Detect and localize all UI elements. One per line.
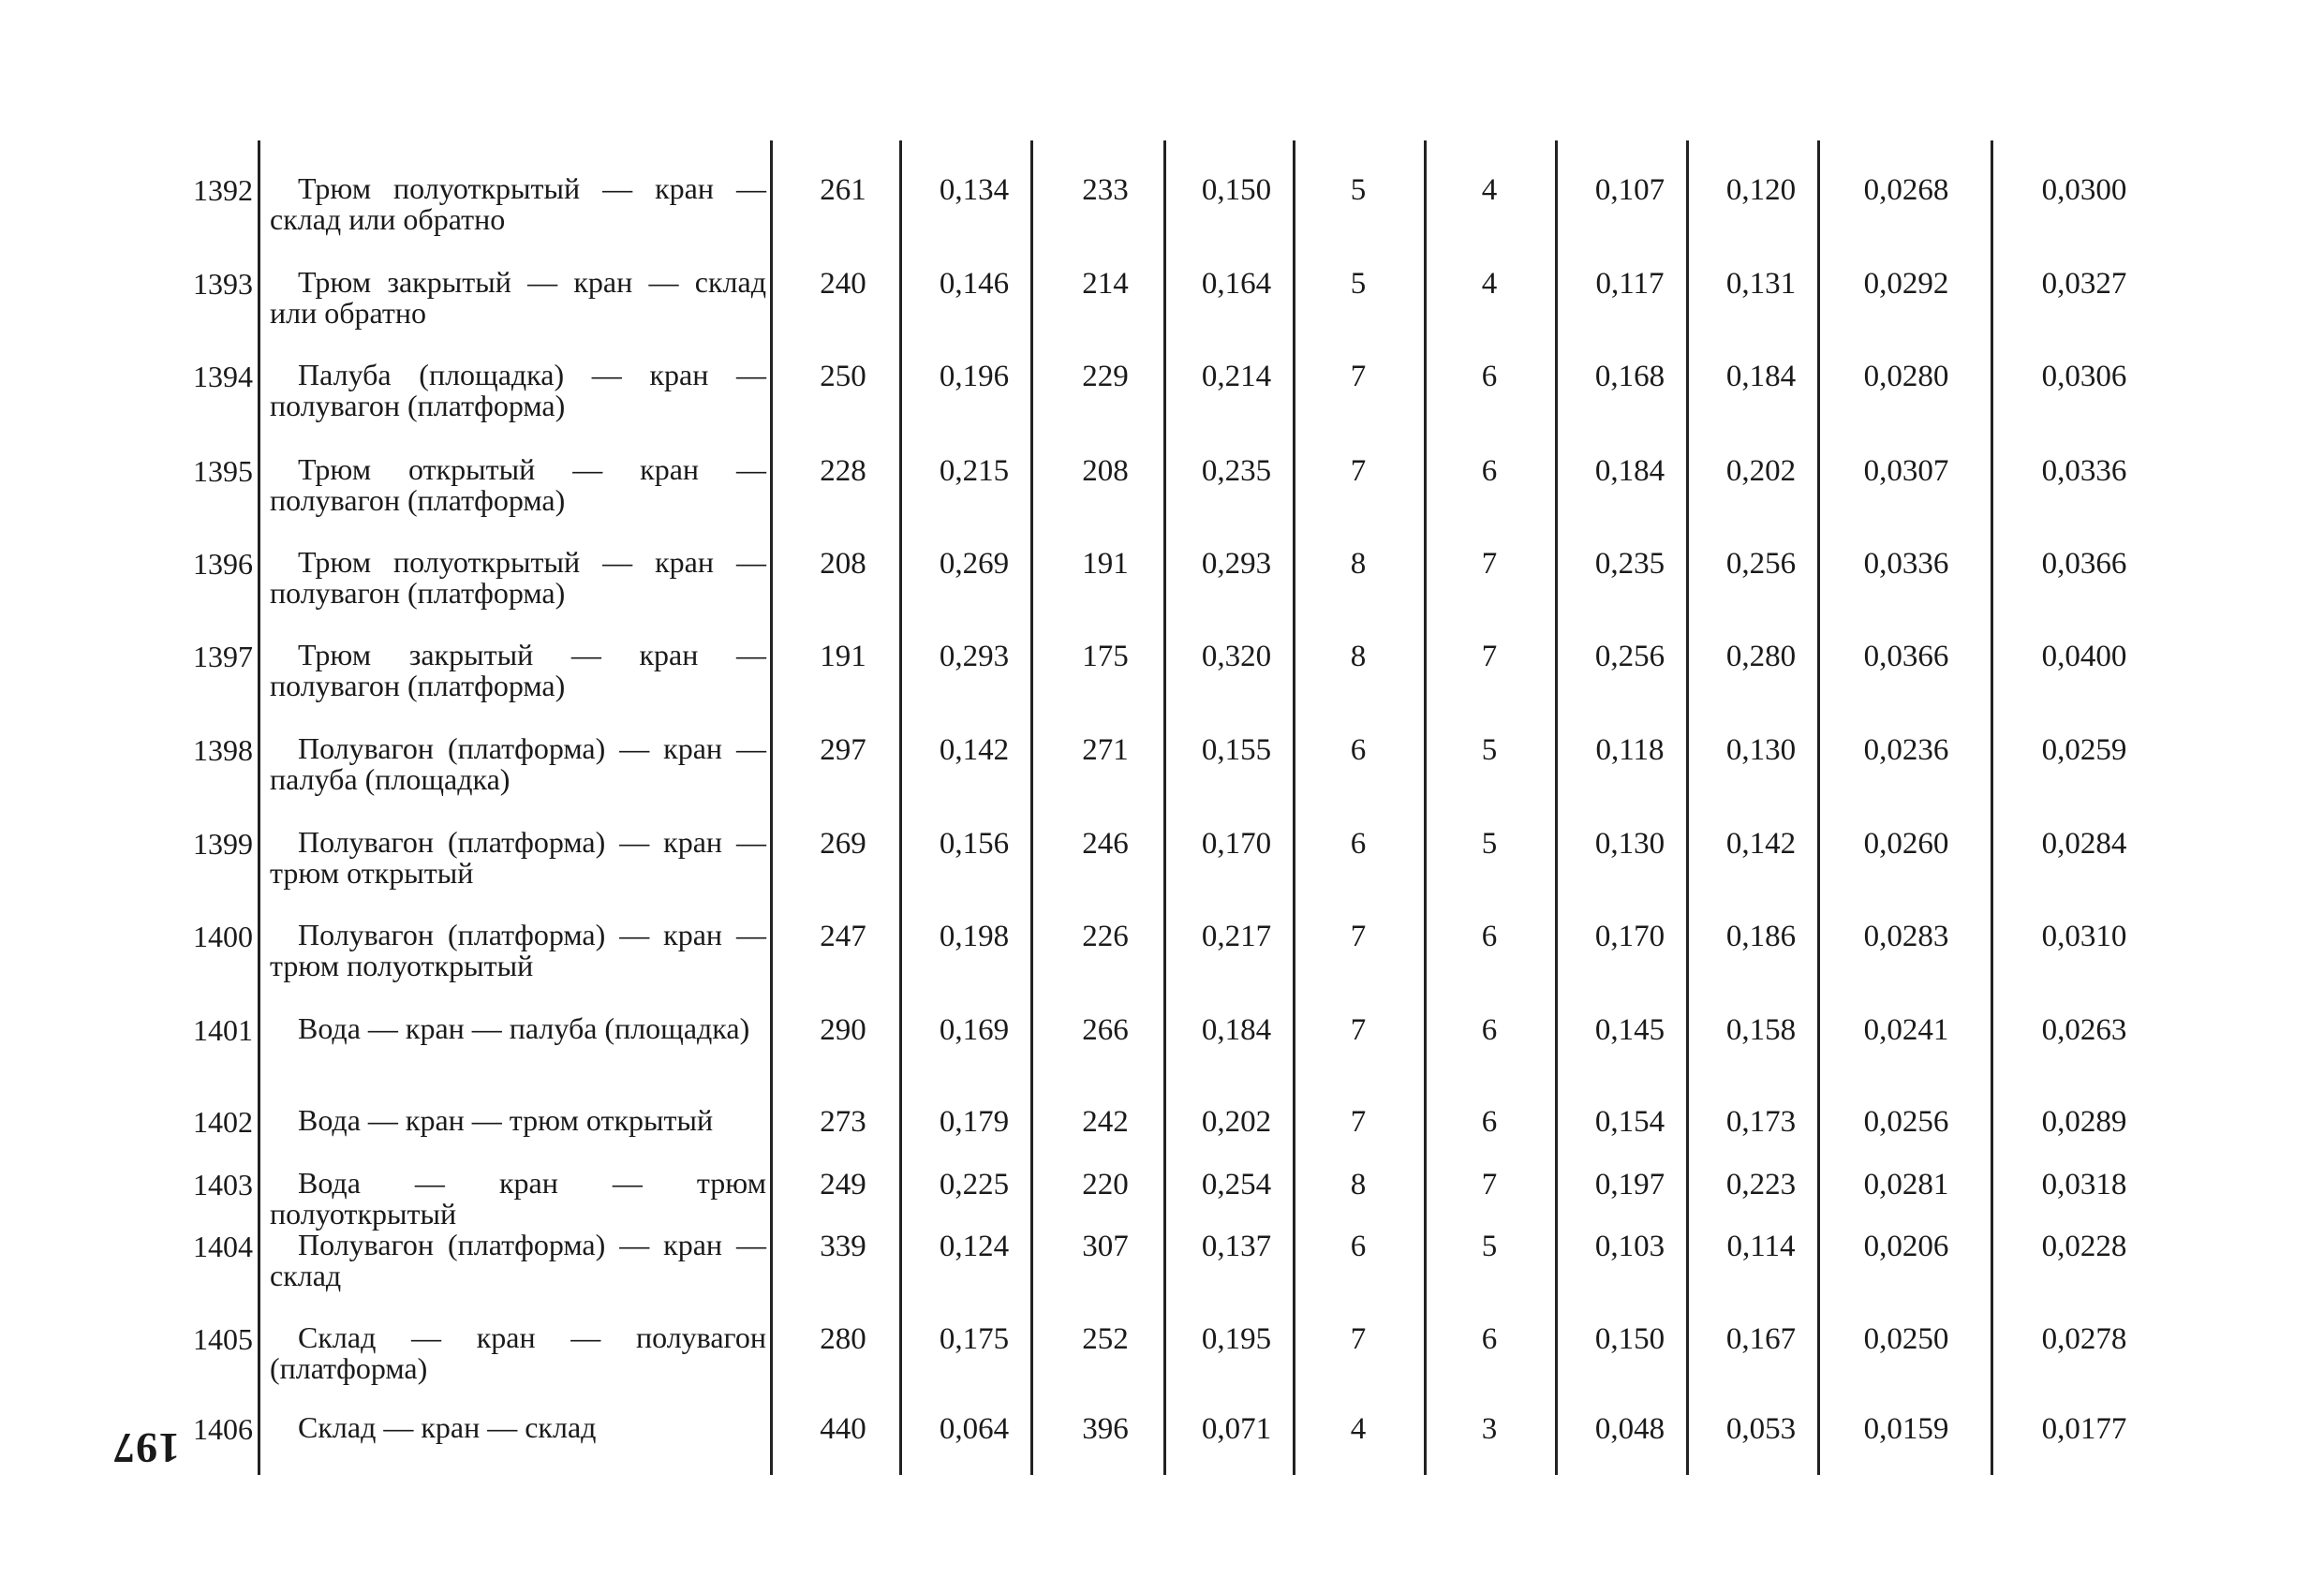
row-value-col-4: 0,150 (1201, 173, 1272, 207)
row-value-col-1: 280 (820, 1322, 866, 1356)
row-value-col-2: 0,142 (939, 733, 1010, 767)
row-description: Вода — кран — палуба (площадка) (298, 1011, 750, 1045)
row-value-col-6: 4 (1481, 173, 1498, 207)
row-value-col-10: 0,0300 (2041, 173, 2127, 207)
row-value-col-7: 0,118 (1595, 733, 1665, 767)
row-value-col-8: 0,173 (1725, 1105, 1797, 1139)
row-value-col-8: 0,184 (1725, 360, 1797, 393)
row-value-col-8: 0,223 (1725, 1168, 1797, 1201)
row-description: Полувагон (платформа) — кран — трюм открытый (270, 825, 766, 890)
row-value-col-9: 0,0268 (1863, 173, 1949, 207)
row-value-col-10: 0,0278 (2041, 1322, 2127, 1356)
row-value-col-8: 0,256 (1725, 547, 1797, 581)
row-value-col-10: 0,0284 (2041, 827, 2127, 861)
row-value-col-1: 261 (820, 173, 866, 207)
row-code: 1403 (193, 1168, 253, 1201)
row-code: 1400 (193, 920, 253, 953)
row-value-col-3: 208 (1082, 454, 1129, 488)
row-value-col-4: 0,214 (1201, 360, 1272, 393)
row-value-col-4: 0,320 (1201, 640, 1272, 673)
row-value-col-6: 3 (1481, 1412, 1498, 1446)
row-value-col-1: 269 (820, 827, 866, 861)
row-value-col-8: 0,053 (1725, 1412, 1797, 1446)
row-value-col-6: 5 (1481, 733, 1498, 767)
row-value-col-5: 7 (1350, 454, 1367, 488)
row-value-col-3: 220 (1082, 1168, 1129, 1201)
row-description: Вода — кран — трюм полуоткрытый (270, 1166, 766, 1231)
row-value-col-5: 8 (1350, 547, 1367, 581)
row-value-col-8: 0,120 (1725, 173, 1797, 207)
row-value-col-3: 266 (1082, 1013, 1129, 1047)
row-value-col-6: 4 (1481, 267, 1498, 301)
row-value-col-7: 0,235 (1594, 547, 1665, 581)
row-value-col-3: 396 (1082, 1412, 1129, 1446)
row-value-col-4: 0,164 (1201, 267, 1272, 301)
row-value-col-3: 191 (1082, 547, 1129, 581)
table-row (0, 1412, 2324, 1496)
row-value-col-5: 6 (1350, 827, 1367, 861)
row-code: 1404 (193, 1230, 253, 1263)
row-value-col-7: 0,184 (1594, 454, 1665, 488)
row-value-col-1: 273 (820, 1105, 866, 1139)
row-value-col-2: 0,175 (939, 1322, 1010, 1356)
row-value-col-9: 0,0292 (1863, 267, 1949, 301)
row-code: 1399 (193, 827, 253, 861)
row-code: 1405 (193, 1322, 253, 1356)
row-value-col-4: 0,254 (1201, 1168, 1272, 1201)
row-value-col-2: 0,134 (939, 173, 1010, 207)
row-value-col-7: 0,117 (1595, 267, 1665, 301)
row-code: 1398 (193, 733, 253, 767)
row-value-col-6: 7 (1481, 547, 1498, 581)
table-row (0, 173, 2324, 258)
row-value-col-6: 6 (1481, 1105, 1498, 1139)
table-row (0, 1013, 2324, 1098)
row-value-col-8: 0,167 (1725, 1322, 1797, 1356)
row-value-col-2: 0,198 (939, 920, 1010, 953)
table-row (0, 360, 2324, 444)
row-description: Вода — кран — трюм открытый (298, 1103, 714, 1137)
row-value-col-7: 0,048 (1594, 1412, 1665, 1446)
row-value-col-3: 307 (1082, 1230, 1129, 1263)
row-description: Трюм закрытый — кран — склад или обратно (270, 265, 766, 330)
row-value-col-5: 4 (1350, 1412, 1367, 1446)
row-value-col-6: 6 (1481, 454, 1498, 488)
row-value-col-7: 0,168 (1594, 360, 1665, 393)
row-value-col-2: 0,269 (939, 547, 1010, 581)
row-value-col-7: 0,154 (1594, 1105, 1665, 1139)
row-value-col-5: 6 (1350, 1230, 1367, 1263)
row-value-col-9: 0,0206 (1863, 1230, 1949, 1263)
row-value-col-2: 0,064 (939, 1412, 1010, 1446)
row-value-col-2: 0,196 (939, 360, 1010, 393)
row-code: 1394 (193, 360, 253, 393)
row-value-col-7: 0,197 (1594, 1168, 1665, 1201)
row-value-col-10: 0,0366 (2041, 547, 2127, 581)
row-value-col-9: 0,0283 (1863, 920, 1949, 953)
table-row (0, 1322, 2324, 1407)
row-value-col-4: 0,202 (1201, 1105, 1272, 1139)
row-description: Склад — кран — полувагон (платформа) (270, 1320, 766, 1385)
row-value-col-4: 0,155 (1201, 733, 1272, 767)
row-value-col-2: 0,146 (939, 267, 1010, 301)
row-value-col-9: 0,0281 (1863, 1168, 1949, 1201)
table-row (0, 733, 2324, 818)
row-value-col-4: 0,235 (1201, 454, 1272, 488)
row-value-col-8: 0,142 (1725, 827, 1797, 861)
row-value-col-2: 0,179 (939, 1105, 1010, 1139)
row-value-col-9: 0,0336 (1863, 547, 1949, 581)
row-value-col-10: 0,0336 (2041, 454, 2127, 488)
row-value-col-9: 0,0307 (1863, 454, 1949, 488)
row-value-col-3: 229 (1082, 360, 1129, 393)
row-value-col-1: 247 (820, 920, 866, 953)
row-value-col-8: 0,130 (1725, 733, 1797, 767)
row-value-col-4: 0,071 (1201, 1412, 1272, 1446)
row-value-col-1: 339 (820, 1230, 866, 1263)
row-value-col-9: 0,0159 (1863, 1412, 1949, 1446)
row-value-col-2: 0,169 (939, 1013, 1010, 1047)
row-code: 1396 (193, 547, 253, 581)
row-value-col-7: 0,256 (1594, 640, 1665, 673)
row-value-col-9: 0,0250 (1863, 1322, 1949, 1356)
row-value-col-5: 5 (1350, 267, 1367, 301)
row-description: Полувагон (платформа) — кран — палуба (площадка) (270, 731, 766, 796)
row-value-col-1: 208 (820, 547, 866, 581)
row-value-col-1: 250 (820, 360, 866, 393)
row-value-col-7: 0,170 (1594, 920, 1665, 953)
row-value-col-1: 297 (820, 733, 866, 767)
row-value-col-8: 0,186 (1725, 920, 1797, 953)
row-description: Трюм открытый — кран — полувагон (платформа) (270, 452, 766, 517)
row-value-col-3: 252 (1082, 1322, 1129, 1356)
row-value-col-6: 6 (1481, 920, 1498, 953)
row-value-col-1: 191 (820, 640, 866, 673)
row-value-col-3: 271 (1082, 733, 1129, 767)
row-value-col-7: 0,145 (1594, 1013, 1665, 1047)
row-value-col-6: 6 (1481, 1322, 1498, 1356)
row-code: 1402 (193, 1105, 253, 1139)
row-value-col-2: 0,225 (939, 1168, 1010, 1201)
row-value-col-2: 0,215 (939, 454, 1010, 488)
row-value-col-5: 7 (1350, 1322, 1367, 1356)
table-row (0, 640, 2324, 724)
row-value-col-4: 0,195 (1201, 1322, 1272, 1356)
table-row (0, 454, 2324, 538)
row-value-col-5: 7 (1350, 360, 1367, 393)
table-row (0, 1230, 2324, 1314)
row-value-col-7: 0,130 (1594, 827, 1665, 861)
row-value-col-10: 0,0177 (2041, 1412, 2127, 1446)
row-value-col-2: 0,293 (939, 640, 1010, 673)
table-row (0, 547, 2324, 631)
row-value-col-5: 7 (1350, 920, 1367, 953)
row-value-col-1: 240 (820, 267, 866, 301)
row-value-col-1: 228 (820, 454, 866, 488)
row-value-col-6: 6 (1481, 360, 1498, 393)
row-code: 1395 (193, 454, 253, 488)
row-value-col-3: 233 (1082, 173, 1129, 207)
row-value-col-10: 0,0327 (2041, 267, 2127, 301)
row-value-col-5: 7 (1350, 1105, 1367, 1139)
row-value-col-8: 0,158 (1725, 1013, 1797, 1047)
row-value-col-3: 242 (1082, 1105, 1129, 1139)
row-value-col-8: 0,114 (1726, 1230, 1796, 1263)
row-value-col-9: 0,0260 (1863, 827, 1949, 861)
row-value-col-10: 0,0400 (2041, 640, 2127, 673)
row-description: Полувагон (платформа) — кран — склад (270, 1228, 766, 1292)
row-value-col-6: 7 (1481, 640, 1498, 673)
row-value-col-10: 0,0289 (2041, 1105, 2127, 1139)
row-value-col-3: 214 (1082, 267, 1129, 301)
row-value-col-7: 0,107 (1594, 173, 1665, 207)
row-value-col-4: 0,217 (1201, 920, 1272, 953)
row-description: Палуба (площадка) — кран — полувагон (платформа) (270, 358, 766, 422)
row-description: Трюм полуоткрытый — кран — полувагон (платформа) (270, 545, 766, 610)
row-value-col-10: 0,0263 (2041, 1013, 2127, 1047)
row-value-col-6: 6 (1481, 1013, 1498, 1047)
row-value-col-6: 5 (1481, 827, 1498, 861)
page-number: 197 (112, 1424, 180, 1472)
table-row (0, 920, 2324, 1004)
row-value-col-4: 0,184 (1201, 1013, 1272, 1047)
row-value-col-8: 0,280 (1725, 640, 1797, 673)
table-row (0, 267, 2324, 351)
row-code: 1392 (193, 173, 253, 207)
row-value-col-9: 0,0241 (1863, 1013, 1949, 1047)
row-code: 1401 (193, 1013, 253, 1047)
row-value-col-2: 0,156 (939, 827, 1010, 861)
row-value-col-4: 0,170 (1201, 827, 1272, 861)
row-value-col-3: 246 (1082, 827, 1129, 861)
row-value-col-1: 249 (820, 1168, 866, 1201)
row-value-col-5: 7 (1350, 1013, 1367, 1047)
row-description: Трюм полуоткрытый — кран — склад или обратно (270, 171, 766, 236)
row-value-col-8: 0,202 (1725, 454, 1797, 488)
row-value-col-2: 0,124 (939, 1230, 1010, 1263)
row-code: 1393 (193, 267, 253, 301)
row-value-col-9: 0,0236 (1863, 733, 1949, 767)
row-value-col-8: 0,131 (1725, 267, 1797, 301)
row-value-col-5: 8 (1350, 640, 1367, 673)
row-value-col-6: 7 (1481, 1168, 1498, 1201)
row-value-col-6: 5 (1481, 1230, 1498, 1263)
row-code: 1397 (193, 640, 253, 673)
row-value-col-9: 0,0280 (1863, 360, 1949, 393)
row-value-col-10: 0,0259 (2041, 733, 2127, 767)
row-value-col-5: 5 (1350, 173, 1367, 207)
row-value-col-10: 0,0306 (2041, 360, 2127, 393)
row-value-col-10: 0,0318 (2041, 1168, 2127, 1201)
row-value-col-1: 290 (820, 1013, 866, 1047)
row-value-col-3: 175 (1082, 640, 1129, 673)
row-value-col-5: 6 (1350, 733, 1367, 767)
row-description: Полувагон (платформа) — кран — трюм полуоткрытый (270, 918, 766, 982)
row-value-col-9: 0,0366 (1863, 640, 1949, 673)
row-value-col-10: 0,0310 (2041, 920, 2127, 953)
table-row (0, 827, 2324, 911)
row-value-col-7: 0,150 (1594, 1322, 1665, 1356)
row-description: Склад — кран — склад (298, 1410, 597, 1444)
row-value-col-3: 226 (1082, 920, 1129, 953)
row-value-col-4: 0,137 (1201, 1230, 1272, 1263)
row-value-col-1: 440 (820, 1412, 866, 1446)
row-value-col-9: 0,0256 (1863, 1105, 1949, 1139)
row-value-col-5: 8 (1350, 1168, 1367, 1201)
row-value-col-10: 0,0228 (2041, 1230, 2127, 1263)
row-value-col-4: 0,293 (1201, 547, 1272, 581)
row-value-col-7: 0,103 (1594, 1230, 1665, 1263)
row-code: 1406 (193, 1412, 253, 1446)
row-description: Трюм закрытый — кран — полувагон (платформа) (270, 638, 766, 702)
